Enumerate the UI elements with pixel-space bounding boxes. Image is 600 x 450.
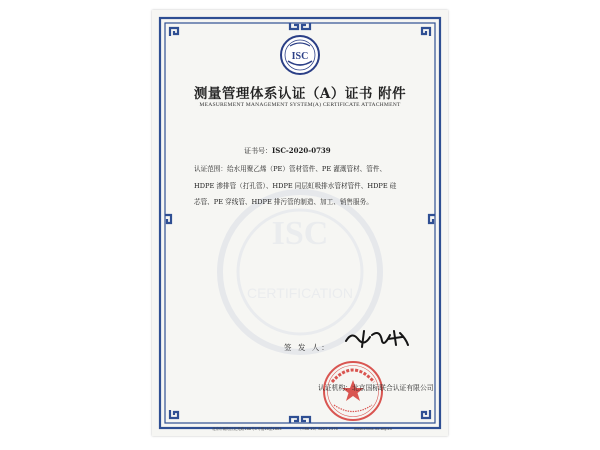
cert-no-value: ISC-2020-0739 (272, 146, 331, 155)
certificate-number (244, 146, 331, 156)
certificate-footer (212, 427, 392, 432)
logo-text: ISC (291, 51, 309, 62)
cert-no-label: 证书号： (244, 147, 272, 155)
isc-logo-icon (279, 34, 321, 76)
watermark-text: ISC (271, 215, 329, 252)
watermark-ring-text: CERTIFICATION (246, 285, 354, 301)
handwritten-signature-icon (342, 327, 412, 349)
certification-body (318, 382, 434, 392)
certificate-sheet (152, 10, 448, 436)
scope-line: HDPE 渗排管（打孔管）、HDPE 同层虹吸排水管材管件、HDPE 硅 (194, 181, 397, 190)
certificate-subtitle: MEASUREMENT MANAGEMENT SYSTEM(A) CERTIFICATE ATTACHMENT (199, 102, 401, 108)
signer-label: 签 发 人： (284, 343, 331, 352)
scope-line: 芯管、PE 穿线管、HDPE 排污管的制造、加工、销售服务。 (194, 198, 373, 206)
certificate-title: 测量管理体系认证（A）证书 附件 (193, 86, 407, 102)
scope-line: 认证范围：给水用聚乙烯（PE）管材管件、PE 灌溉管材、管件、 (194, 165, 387, 173)
org-name: 北京国标联合认证有限公司 (351, 384, 434, 392)
certification-scope (194, 161, 406, 211)
org-label: 认证机构： (318, 384, 352, 392)
footer-address: 北京市朝阳区北苑路168号1号楼16层1603 (212, 427, 282, 431)
footer-website: www.china-isc.org.cn (354, 427, 392, 431)
footer-phone: （+86 10）8225 2376 (297, 427, 338, 431)
